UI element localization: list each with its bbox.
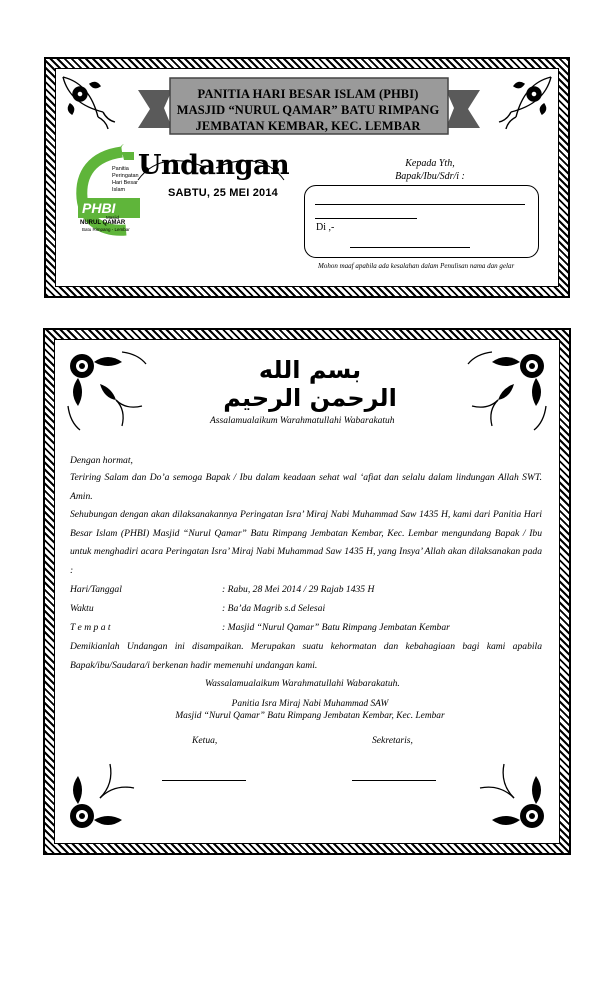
signatory-org-line1: Panitia Isra Miraj Nabi Muhammad SAW bbox=[231, 699, 389, 709]
signatory-org bbox=[130, 698, 490, 722]
apology-note: Mohon maaf apabila ada kesalahan dalam Penulisan nama dan gelar bbox=[318, 262, 515, 270]
paragraph-1: Teriring Salam dan Do’a semoga Bapak / Ibu dalam keadaan sehat wal ‘afiat dan selalu dalam lindungan Allah SWT. Amin. bbox=[70, 472, 542, 502]
logo-acronym: PHBI bbox=[82, 200, 116, 216]
salutation: Dengan hormat, bbox=[70, 455, 133, 466]
logo-org-line2: Peringatan bbox=[112, 173, 139, 179]
letter-corner-ornament-top-right bbox=[462, 344, 554, 436]
logo-mosque-name: NURUL QAMAR bbox=[80, 220, 126, 226]
committee-line2: MASJID “NURUL QAMAR” BATU RIMPANG bbox=[176, 103, 440, 117]
invitation-title: Undangan bbox=[138, 150, 290, 181]
greeting: Assalamualaikum Warahmatullahi Wabarakatuh bbox=[210, 416, 395, 426]
detail-value-place: : Masjid “Nurul Qamar” Batu Rimpang Jembatan Kembar bbox=[222, 622, 450, 633]
secretary-signature-line[interactable] bbox=[352, 780, 436, 781]
letter-corner-ornament-top-left bbox=[60, 344, 152, 436]
address-line[interactable] bbox=[350, 247, 470, 248]
committee-line3: JEMBATAN KEMBAR, KEC. LEMBAR bbox=[195, 119, 421, 133]
detail-value-date: : Rabu, 28 Mei 2014 / 29 Rajab 1435 H bbox=[222, 584, 375, 595]
address-di-label: Di ,- bbox=[316, 222, 335, 233]
logo-org-line3: Hari Besar bbox=[112, 180, 138, 186]
detail-label-place: T e m p a t bbox=[70, 622, 111, 633]
envelope-corner-ornament-left bbox=[58, 72, 128, 142]
secretary-label: Sekretaris, bbox=[372, 735, 413, 746]
detail-label-time: Waktu bbox=[70, 603, 94, 614]
addressee-line2: Bapak/Ibu/Sdr/i : bbox=[395, 171, 465, 182]
chair-label: Ketua, bbox=[192, 735, 218, 746]
committee-line1: PANITIA HARI BESAR ISLAM (PHBI) bbox=[197, 87, 419, 101]
logo-org-line1: Panitia bbox=[112, 166, 129, 172]
committee-title bbox=[170, 86, 446, 134]
detail-label-date: Hari/Tanggal bbox=[70, 584, 122, 595]
name-line-2[interactable] bbox=[315, 218, 417, 219]
name-line[interactable] bbox=[315, 204, 525, 205]
paragraph-2: Sehubungan dengan akan dilaksanakannya Peringatan Isra’ Miraj Nabi Muhammad Saw 1435 H, kami dari Panitia Hari Besar Islam (PHBI) Masjid “Nurul Qamar” Batu Rimpang Jembatan Kembar, Kec. Lembar mengundang Bapak / Ibu untuk menghadiri acara Peringatan Isra’ Miraj Nabi Muhammad Saw 1435 H, yang Insya’ Allah akan dilaksanakan pada : bbox=[70, 509, 542, 576]
addressee-line1: Kepada Yth, bbox=[405, 158, 455, 169]
logo-org-text bbox=[112, 166, 139, 194]
chair-signature-line[interactable] bbox=[162, 780, 246, 781]
paragraph-3: Demikianlah Undangan ini disampaikan. Merupakan suatu kehormatan dan kebahagiaan bagi kami apabila Bapak/ibu/Saudara/i berkenan hadir memenuhi undangan kami. bbox=[70, 641, 542, 671]
signatory-org-line2: Masjid “Nurul Qamar” Batu Rimpang Jembatan Kembar, Kec. Lembar bbox=[175, 711, 445, 721]
detail-value-time: : Ba’da Magrib s.d Selesai bbox=[222, 603, 326, 614]
closing-greeting: Wassalamualaikum Warahmatullahi Wabarakatuh. bbox=[205, 678, 400, 689]
logo-mosque-place: Batu Rimpang - Lembar bbox=[82, 227, 130, 232]
logo-mosque-line1: Masjid bbox=[106, 215, 120, 220]
envelope-corner-ornament-right bbox=[486, 72, 556, 142]
letter-corner-ornament-bottom-left bbox=[60, 746, 152, 838]
addressee-label bbox=[380, 157, 480, 183]
letter-corner-ornament-bottom-right bbox=[462, 746, 554, 838]
invitation-date: SABTU, 25 MEI 2014 bbox=[168, 187, 278, 199]
logo-org-line4: Islam bbox=[112, 187, 126, 193]
basmala-calligraphy: بسم الله الرحمن الرحيم bbox=[223, 356, 397, 412]
